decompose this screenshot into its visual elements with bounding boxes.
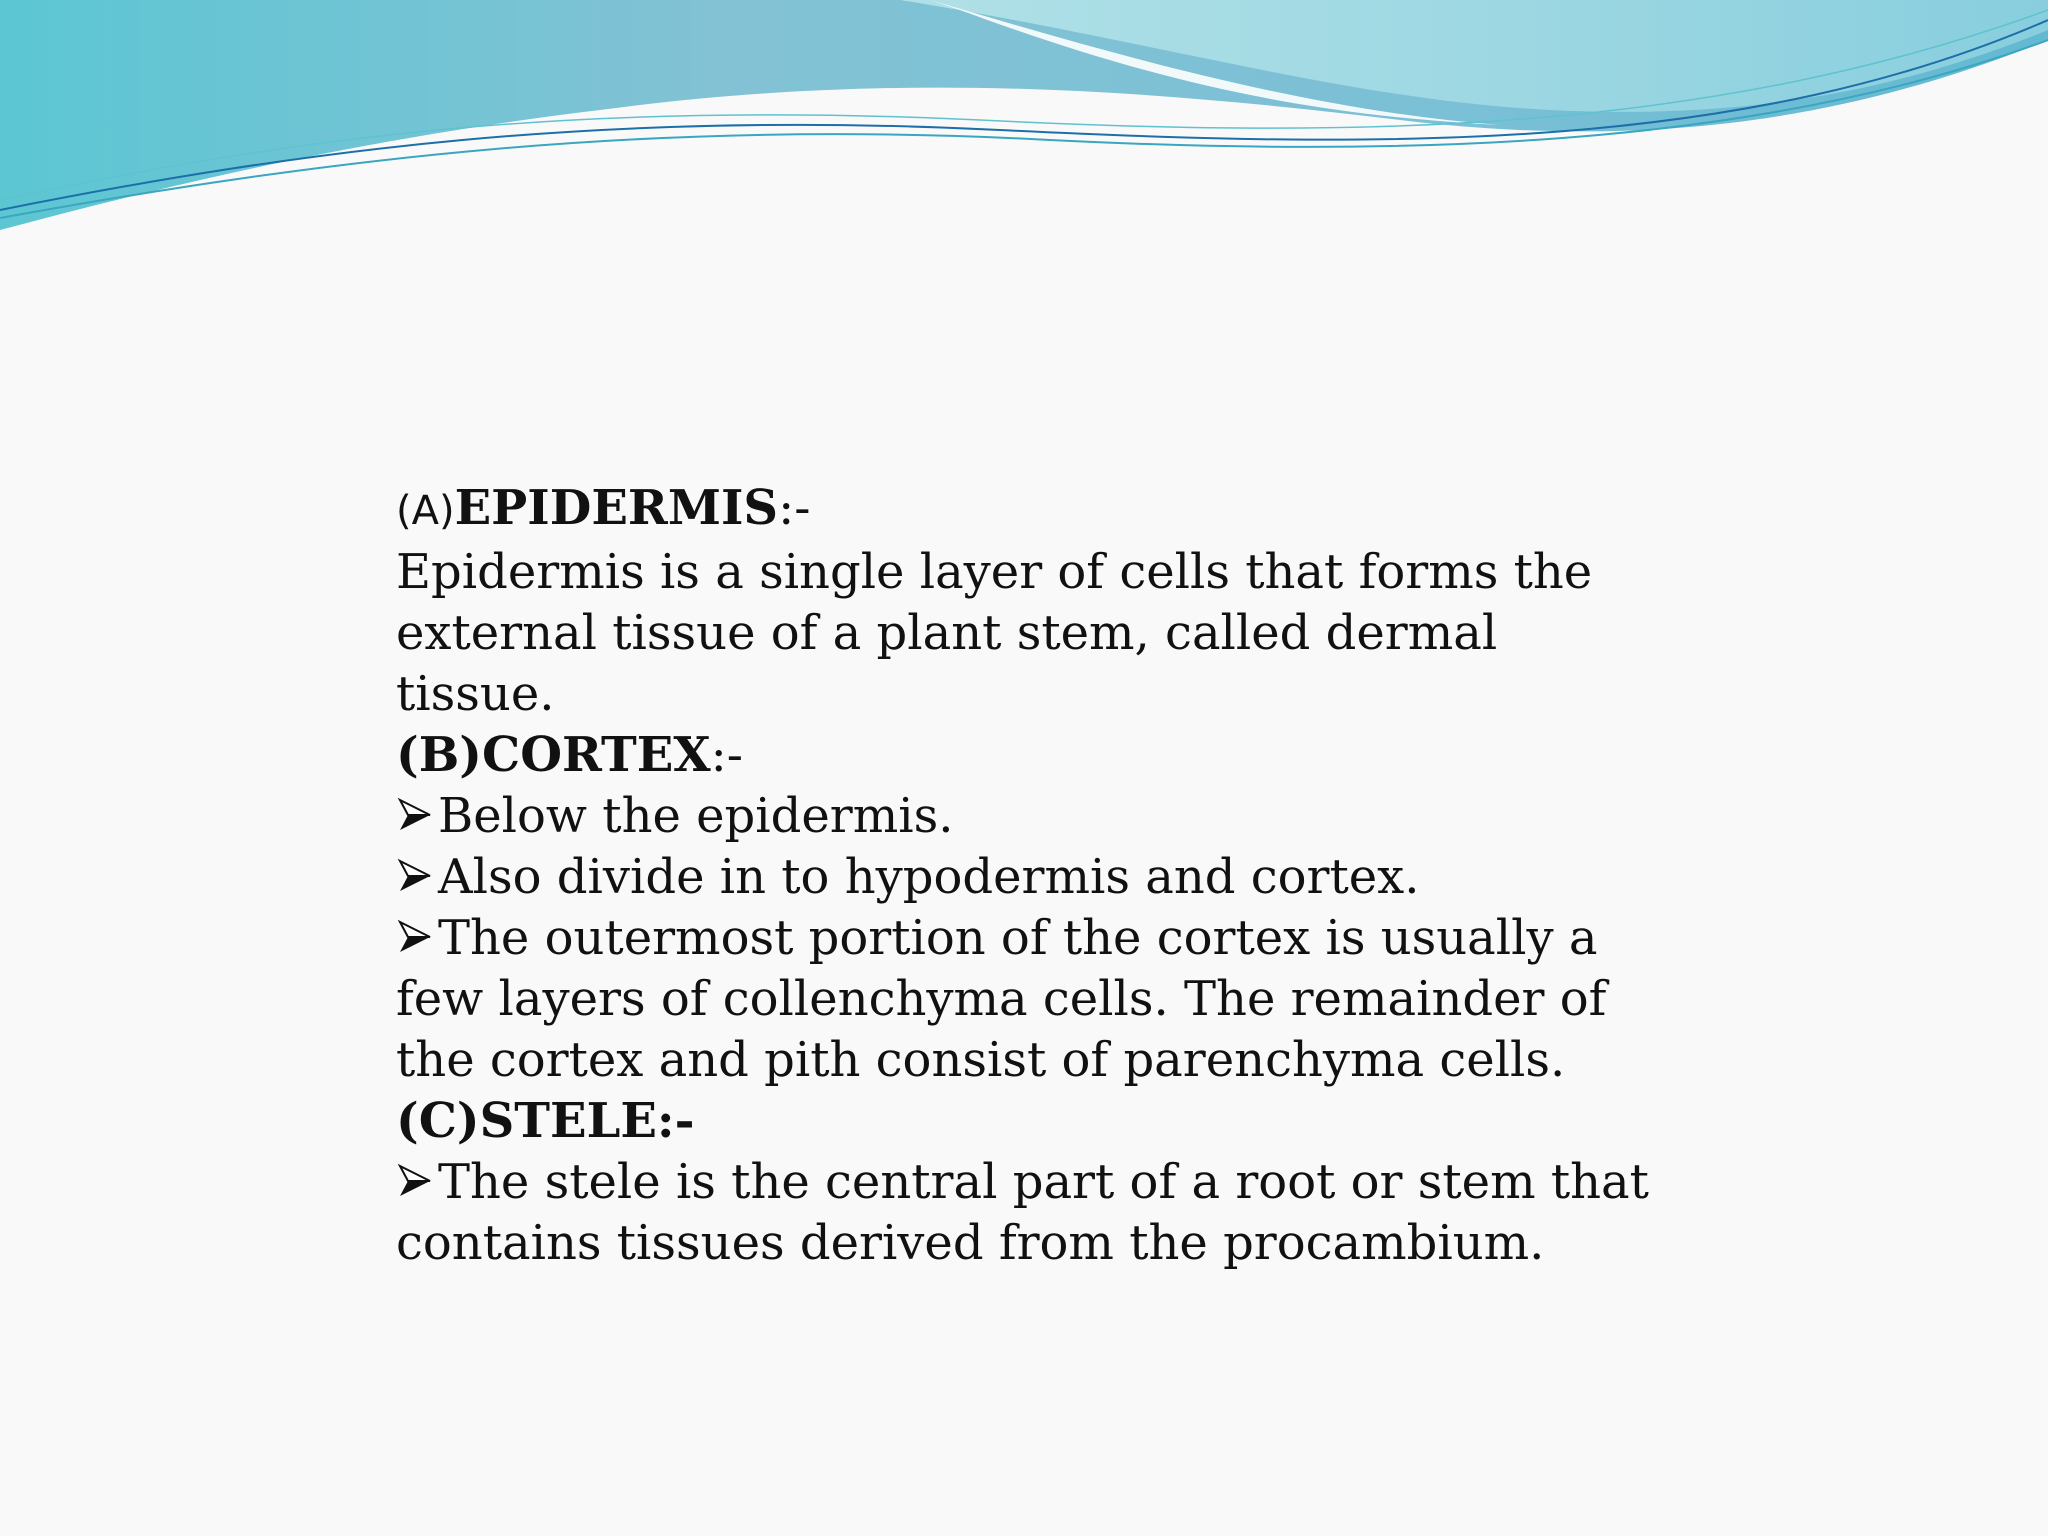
arrow-bullet-icon xyxy=(396,1154,438,1194)
section-b-title: (B)CORTEX xyxy=(396,727,711,783)
arrow-bullet-icon xyxy=(396,788,438,828)
section-b-suffix: :- xyxy=(710,727,743,783)
section-a-body-line: tissue. xyxy=(396,666,555,722)
bullet-text: The outermost portion of the cortex is usually a xyxy=(438,910,1598,966)
bullet-continuation: few layers of collenchyma cells. The remainder of xyxy=(396,971,1607,1027)
section-c-title: (C)STELE:- xyxy=(396,1093,695,1149)
section-a-title: EPIDERMIS xyxy=(454,480,779,536)
bullet-text: Also divide in to hypodermis and cortex. xyxy=(438,849,1420,905)
arrow-bullet-icon xyxy=(396,849,438,889)
header-wave-decoration xyxy=(0,0,2048,240)
bullet-item xyxy=(396,908,1646,969)
section-a-body-line: external tissue of a plant stem, called dermal xyxy=(396,605,1498,661)
slide-content xyxy=(396,478,1649,1274)
bullet-text: Below the epidermis. xyxy=(438,788,954,844)
bullet-continuation: contains tissues derived from the procambium. xyxy=(396,1215,1545,1271)
arrow-bullet-icon xyxy=(396,910,438,950)
section-a-prefix: (A) xyxy=(396,488,455,534)
bullet-continuation: the cortex and pith consist of parenchyma cells. xyxy=(396,1032,1566,1088)
bullet-item xyxy=(396,1152,1649,1213)
section-a-heading xyxy=(396,478,1646,542)
bullet-text: The stele is the central part of a root or stem that xyxy=(438,1154,1649,1210)
section-a-suffix: :- xyxy=(778,480,811,536)
section-a-body-line: Epidermis is a single layer of cells that forms the xyxy=(396,544,1593,600)
bullet-item xyxy=(396,847,1646,908)
section-b-heading xyxy=(396,725,1646,786)
bullet-item xyxy=(396,786,1646,847)
